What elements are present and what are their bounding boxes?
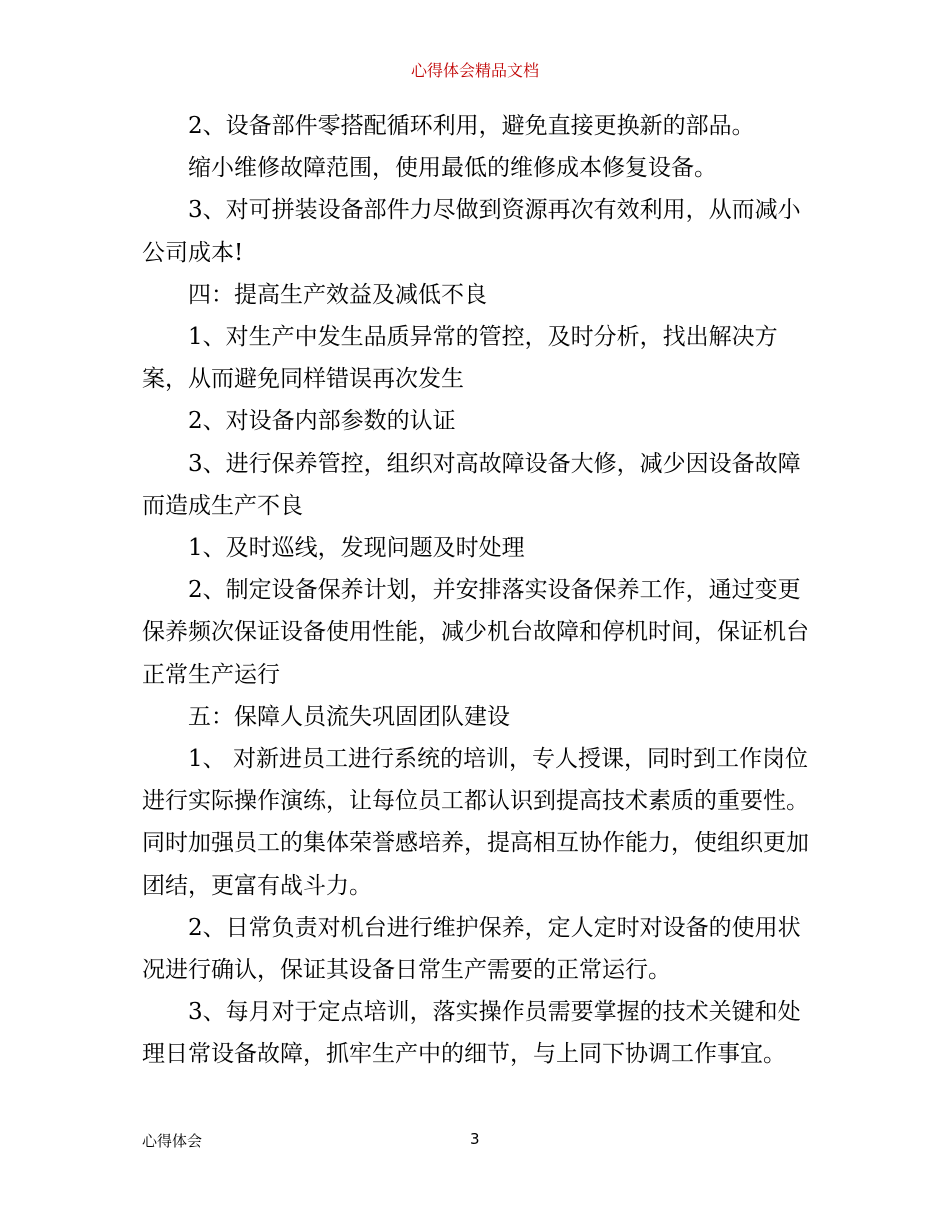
paragraph: 1、 对新进员工进行系统的培训，专人授课，同时到工作岗位进行实际操作演练，让每位员工都认识到提高技术素质的重要性。同时加强员工的集体荣誉感培养，提高相互协作能力，使组织更加团结，更富有战斗力。	[142, 746, 809, 899]
paragraph: 3、进行保养管控，组织对高故障设备大修，减少因设备故障而造成生产不良	[142, 450, 801, 519]
paragraph: 2、制定设备保养计划，并安排落实设备保养工作，通过变更保养频次保证设备使用性能，减少机台故障和停机时间，保证机台正常生产运行	[142, 577, 809, 688]
section-heading: 四：提高生产效益及减低不良	[188, 281, 487, 308]
section-heading: 五：保障人员流失巩固团队建设	[188, 703, 510, 730]
paragraph: 2、日常负责对机台进行维护保养，定人定时对设备的使用状况进行确认，保证其设备日常生产需要的正常运行。	[142, 914, 801, 984]
paragraph: 1、对生产中发生品质异常的管控，及时分析，找出解决方案，从而避免同样错误再次发生	[142, 324, 778, 393]
paragraph: 3、每月对于定点培训，落实操作员需要掌握的技术关键和处理日常设备故障，抓牢生产中的细节，与上同下协调工作事宜。	[142, 999, 801, 1068]
paragraph: 缩小维修故障范围，使用最低的维修成本修复设备。	[188, 155, 717, 182]
page-number: 3	[470, 1130, 480, 1148]
document-header-title: 心得体会精品文档	[410, 61, 539, 80]
paragraph: 3、对可拼装设备部件力尽做到资源再次有效利用，从而减小公司成本!	[142, 197, 801, 266]
document-body	[142, 105, 812, 1076]
paragraph: 2、对设备内部参数的认证	[188, 408, 456, 435]
paragraph: 2、设备部件零搭配循环利用，避免直接更换新的部品。	[188, 113, 755, 139]
paragraph: 1、及时巡线，发现问题及时处理	[188, 535, 525, 562]
footer-label: 心得体会	[142, 1132, 203, 1150]
